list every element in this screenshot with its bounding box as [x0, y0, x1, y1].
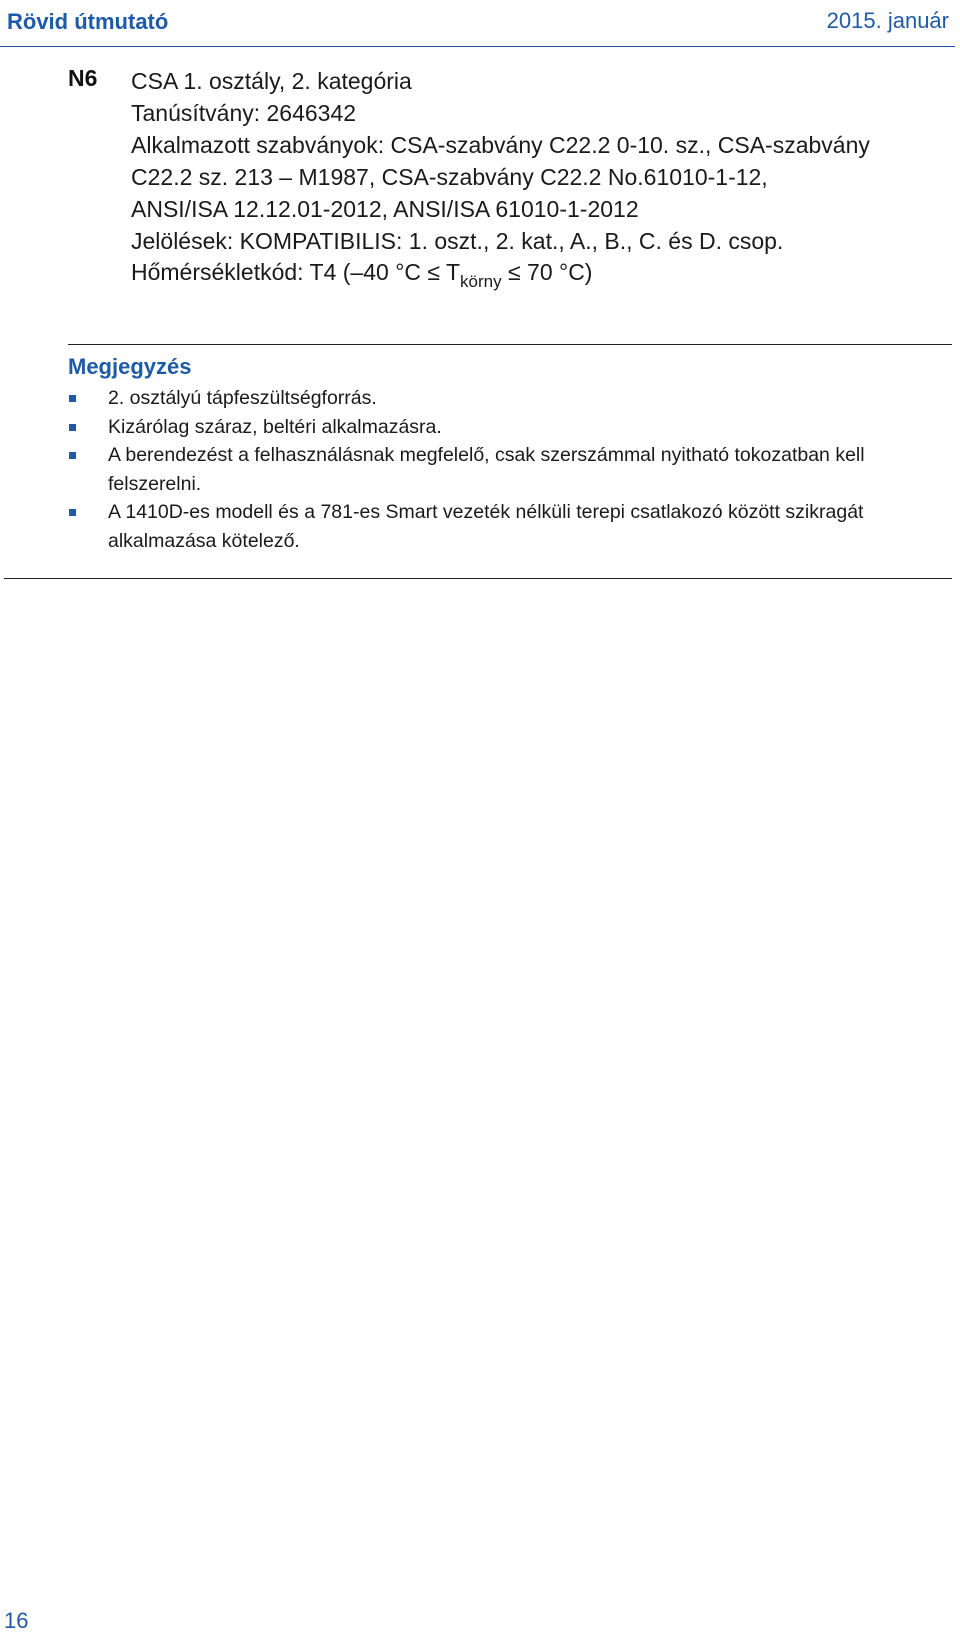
temperature-code-line	[131, 256, 951, 291]
document-date: 2015. január	[826, 8, 949, 33]
note-top-divider	[68, 344, 952, 345]
applied-standards-line: C22.2 sz. 213 – M1987, CSA-szabvány C22.2 No.61010-1-12,	[131, 164, 768, 190]
note-item-text: A 1410D-es modell és a 781-es Smart vezeték nélküli terepi csatlakozó között szikragát alkalmazása kötelező.	[108, 501, 864, 552]
note-item	[68, 498, 952, 555]
note-heading: Megjegyzés	[68, 354, 192, 379]
certification-line: CSA 1. osztály, 2. kategória	[131, 68, 412, 94]
bullet-icon	[69, 424, 76, 431]
document-title: Rövid útmutató	[7, 9, 169, 34]
temperature-code-prefix: Hőmérsékletkód: T4 (–40 °C ≤ T	[131, 259, 461, 285]
note-item	[68, 413, 952, 442]
page-header	[0, 0, 955, 47]
certificate-number: Tanúsítvány: 2646342	[131, 100, 357, 126]
note-item	[68, 441, 952, 498]
markings-line: Jelölések: KOMPATIBILIS: 1. oszt., 2. kat., A., B., C. és D. csop.	[131, 228, 784, 254]
note-list	[68, 384, 952, 555]
note-item-text: 2. osztályú tápfeszültségforrás.	[108, 387, 377, 409]
applied-standards-line: Alkalmazott szabványok: CSA-szabvány C22.2 0-10. sz., CSA-szabvány	[131, 132, 870, 158]
bullet-icon	[69, 509, 76, 516]
note-item-text: A berendezést a felhasználásnak megfelelő, csak szerszámmal nyitható tokozatban kell felszerelni.	[108, 444, 865, 495]
page-number: 16	[4, 1608, 29, 1633]
note-bottom-divider	[4, 578, 952, 579]
certification-details	[131, 65, 951, 291]
note-item-text: Kizárólag száraz, beltéri alkalmazásra.	[108, 415, 442, 438]
temperature-code-subscript: körny	[460, 272, 502, 291]
applied-standards-line: ANSI/ISA 12.12.01-2012, ANSI/ISA 61010-1-2012	[131, 196, 639, 222]
certification-code: N6	[68, 65, 98, 91]
note-item	[68, 384, 952, 413]
temperature-code-suffix: ≤ 70 °C)	[501, 259, 593, 285]
bullet-icon	[69, 395, 76, 402]
bullet-icon	[69, 452, 76, 459]
